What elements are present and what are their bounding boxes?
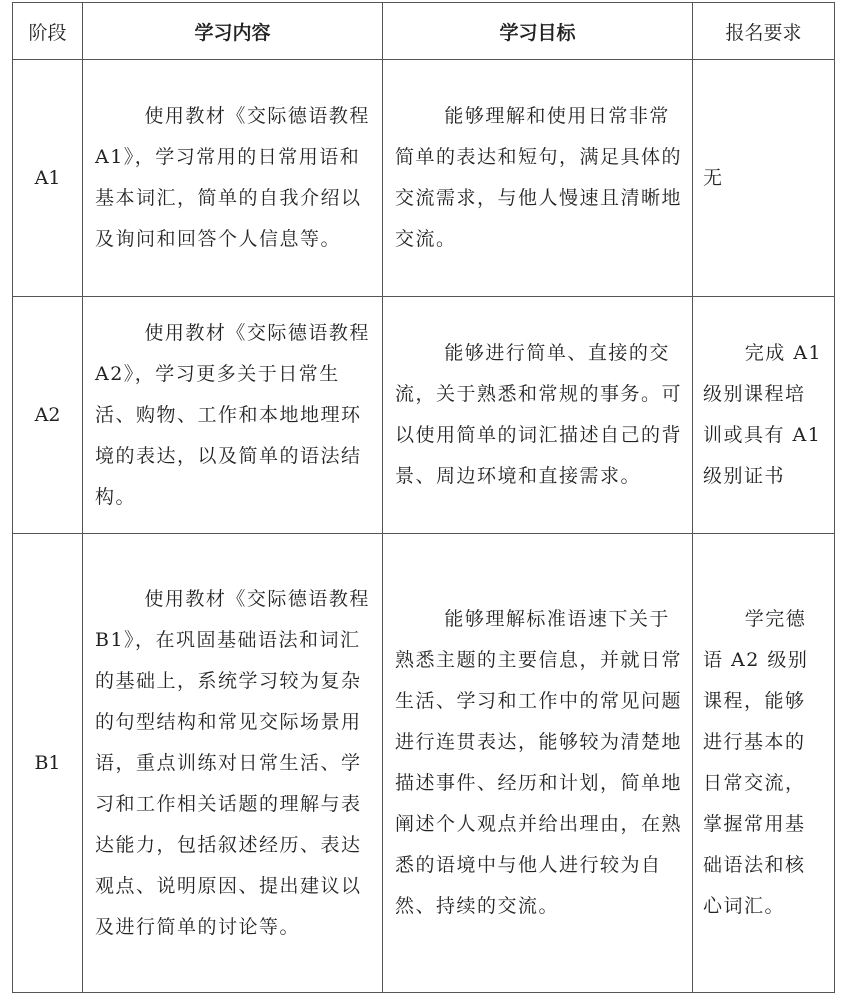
table-row: [13, 60, 835, 297]
header-stage: 阶段: [13, 3, 83, 60]
stage-cell: B1: [13, 534, 83, 993]
requirement-text: 学完德语 A2 级别课程，能够进行基本的日常交流，掌握常用基础语法和核心词汇。: [703, 608, 809, 917]
goal-cell: [383, 297, 693, 534]
goal-text: 能够理解标准语速下关于熟悉主题的主要信息，并就日常生活、学习和工作中的常见问题进行连贯表达，能够较为清楚地描述事件、经历和计划，简单地阐述个人观点并给出理由，在熟悉的语境中与他人进行较为自然、持续的交流。: [395, 608, 683, 917]
content-text: 使用教材《交际德语教程 A1》，学习常用的日常用语和基本词汇，简单的自我介绍以及询问和回答个人信息等。: [95, 105, 370, 250]
header-goal: 学习目标: [383, 3, 693, 60]
course-table: [12, 2, 835, 993]
header-row: [13, 3, 835, 60]
content-text: 使用教材《交际德语教程 A2》，学习更多关于日常生活、购物、工作和本地地理环境的表达，以及简单的语法结构。: [95, 321, 370, 508]
content-text: 使用教材《交际德语教程 B1》，在巩固基础语法和词汇的基础上，系统学习较为复杂的句型结构和常见交际场景用语，重点训练对日常生活、学习和工作相关话题的理解与表达能力，包括叙述经历、表达观点、说明原因、提出建议以及进行简单的讨论等。: [95, 587, 370, 938]
goal-text: 能够进行简单、直接的交流，关于熟悉和常规的事务。可以使用简单的词汇描述自己的背景、周边环境和直接需求。: [395, 342, 683, 487]
content-cell: [83, 297, 383, 534]
goal-cell: [383, 534, 693, 993]
table-body: [13, 60, 835, 993]
table-row: [13, 297, 835, 534]
requirement-cell: [693, 60, 835, 297]
stage-cell: A1: [13, 60, 83, 297]
content-cell: [83, 534, 383, 993]
requirement-cell: [693, 534, 835, 993]
requirement-text: 无: [703, 166, 724, 189]
header-content: 学习内容: [83, 3, 383, 60]
goal-cell: [383, 60, 693, 297]
table-row: [13, 534, 835, 993]
requirement-text: 完成 A1 级别课程培训或具有 A1 级别证书: [703, 342, 823, 487]
goal-text: 能够理解和使用日常非常简单的表达和短句，满足具体的交流需求，与他人慢速且清晰地交流。: [395, 105, 683, 250]
header-requirement: 报名要求: [693, 3, 835, 60]
table-header: [13, 3, 835, 60]
requirement-cell: [693, 297, 835, 534]
content-cell: [83, 60, 383, 297]
stage-cell: A2: [13, 297, 83, 534]
